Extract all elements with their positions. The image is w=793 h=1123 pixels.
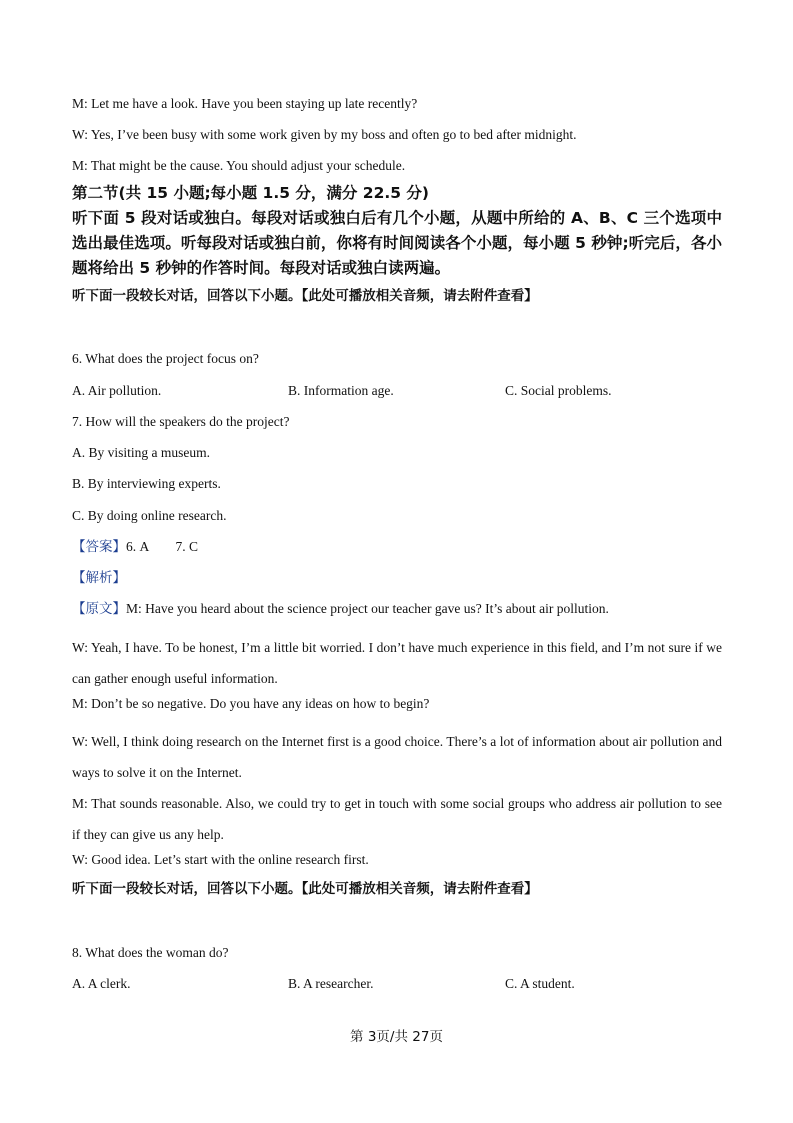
dialogue-line: W: Yes, I’ve been busy with some work given by my boss and often go to bed after midnight.: [72, 127, 577, 142]
q6-option-c: C. Social problems.: [505, 383, 612, 398]
source-label: 【原文】: [72, 601, 126, 617]
page-footer: 第 3页/共 27页: [350, 1029, 443, 1045]
answer-label: 【答案】: [72, 539, 126, 555]
section-instructions: 听下面 5 段对话或独白。每段对话或独白后有几个小题，从题中所给的 A、B、C 三个选项中选出最佳选项。听每段对话或独白前，你将有时间阅读各个小题，每小题 5 秒钟;听完后，各小题将给出 5 秒钟的作答时间。每段对话或独白读两遍。: [72, 209, 722, 277]
answer-values: 6. A 7. C: [126, 539, 199, 554]
q8-option-b: B. A researcher.: [288, 976, 374, 991]
transcript-line: W: Good idea. Let’s start with the online research first.: [72, 852, 369, 867]
q7-option-c: C. By doing online research.: [72, 508, 227, 523]
transcript-line: W: Yeah, I have. To be honest, I’m a little bit worried. I don’t have much experience in this field, and I’m not sure if we can gather enough useful information.: [72, 640, 722, 686]
q6-option-b: B. Information age.: [288, 383, 394, 398]
transcript-line: W: Well, I think doing research on the Internet first is a good choice. There’s a lot of information about air pollution and ways to solve it on the Internet.: [72, 734, 722, 780]
question-6: 6. What does the project focus on?: [72, 351, 259, 366]
dialogue-line: M: Let me have a look. Have you been staying up late recently?: [72, 96, 418, 111]
analysis-label: 【解析】: [72, 570, 126, 586]
q8-option-a: A. A clerk.: [72, 976, 131, 991]
question-7: 7. How will the speakers do the project?: [72, 414, 290, 429]
transcript-line: M: That sounds reasonable. Also, we could try to get in touch with some social groups who address air pollution to see if they can give us any help.: [72, 796, 722, 842]
q8-option-c: C. A student.: [505, 976, 575, 991]
section-heading: 第二节(共 15 小题;每小题 1.5 分，满分 22.5 分): [72, 184, 430, 202]
audio-note: 听下面一段较长对话，回答以下小题。【此处可播放相关音频，请去附件查看】: [72, 288, 538, 304]
question-8: 8. What does the woman do?: [72, 945, 229, 960]
source-line: [72, 600, 722, 618]
answer-line: [72, 538, 722, 556]
q7-option-a: A. By visiting a museum.: [72, 445, 210, 460]
transcript-line: M: Have you heard about the science project our teacher gave us? It’s about air pollution.: [126, 601, 609, 616]
analysis-label-line: [72, 569, 722, 587]
dialogue-line: M: That might be the cause. You should adjust your schedule.: [72, 158, 406, 173]
q6-option-a: A. Air pollution.: [72, 383, 162, 398]
audio-note: 听下面一段较长对话，回答以下小题。【此处可播放相关音频，请去附件查看】: [72, 881, 538, 897]
q7-option-b: B. By interviewing experts.: [72, 476, 221, 491]
transcript-line: M: Don’t be so negative. Do you have any ideas on how to begin?: [72, 696, 430, 711]
